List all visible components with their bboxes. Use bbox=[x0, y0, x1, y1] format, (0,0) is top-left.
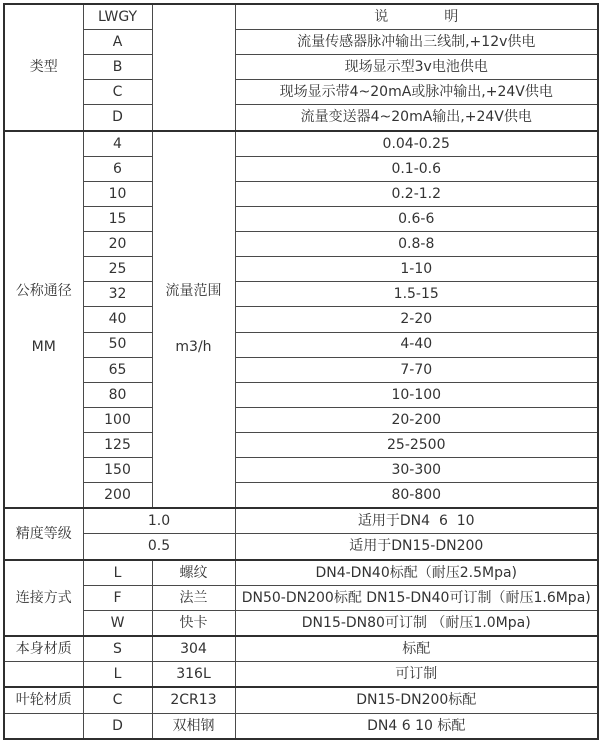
flow-range-cell: 1.5-15 bbox=[235, 282, 598, 307]
accuracy-grade-cell: 0.5 bbox=[83, 534, 235, 560]
description-cell: 流量变送器4~20mA输出,+24V供电 bbox=[235, 105, 598, 131]
dn-value-cell: 40 bbox=[83, 307, 152, 332]
material-name-cell: 304 bbox=[152, 636, 235, 662]
connection-code-cell: W bbox=[83, 610, 152, 636]
accuracy-grade-cell: 1.0 bbox=[83, 508, 235, 534]
table-row bbox=[4, 30, 598, 55]
flow-range-cell: 20-200 bbox=[235, 407, 598, 432]
table-row bbox=[4, 55, 598, 80]
table-row bbox=[4, 483, 598, 509]
table-row bbox=[4, 687, 598, 713]
row-group-header-type: 类型 bbox=[4, 4, 83, 131]
empty-cell bbox=[4, 662, 83, 688]
connection-name-cell: 螺纹 bbox=[152, 560, 235, 586]
connection-name-cell: 快卡 bbox=[152, 610, 235, 636]
dn-value-cell: 125 bbox=[83, 432, 152, 457]
connection-code-cell: F bbox=[83, 585, 152, 610]
description-cell: 现场显示带4~20mA或脉冲输出,+24V供电 bbox=[235, 80, 598, 105]
header-line: 公称通径 bbox=[15, 282, 72, 299]
description-cell: 流量传感器脉冲输出三线制,+12v供电 bbox=[235, 30, 598, 55]
dn-value-cell: 20 bbox=[83, 232, 152, 257]
table-row bbox=[4, 407, 598, 432]
table-row bbox=[4, 662, 598, 688]
material-name-cell: 双相钢 bbox=[152, 713, 235, 739]
header-line: m3/h bbox=[175, 338, 212, 355]
dn-value-cell: 10 bbox=[83, 181, 152, 206]
description-cell: 标配 bbox=[235, 636, 598, 662]
table-row bbox=[4, 534, 598, 560]
dn-value-cell: 150 bbox=[83, 457, 152, 482]
description-header-cell: 说 明 bbox=[235, 4, 598, 30]
row-group-header-impeller-material: 叶轮材质 bbox=[4, 687, 83, 713]
table-row bbox=[4, 585, 598, 610]
table-row bbox=[4, 131, 598, 157]
table-row bbox=[4, 457, 598, 482]
dn-value-cell: 80 bbox=[83, 382, 152, 407]
dn-value-cell: 15 bbox=[83, 207, 152, 232]
flow-range-cell: 4-40 bbox=[235, 332, 598, 357]
flow-range-cell: 2-20 bbox=[235, 307, 598, 332]
table-row bbox=[4, 610, 598, 636]
flow-range-cell: 1-10 bbox=[235, 257, 598, 282]
table-row bbox=[4, 282, 598, 307]
flow-range-cell: 0.6-6 bbox=[235, 207, 598, 232]
model-code-cell: LWGY bbox=[83, 4, 152, 30]
dn-value-cell: 65 bbox=[83, 357, 152, 382]
table-row bbox=[4, 156, 598, 181]
table-row bbox=[4, 4, 598, 30]
flow-range-cell: 0.1-0.6 bbox=[235, 156, 598, 181]
description-cell: 现场显示型3v电池供电 bbox=[235, 55, 598, 80]
row-group-header-diameter bbox=[4, 131, 83, 509]
table-row bbox=[4, 181, 598, 206]
table-row bbox=[4, 382, 598, 407]
flowmeter-spec-table bbox=[3, 3, 599, 740]
connection-code-cell: L bbox=[83, 560, 152, 586]
material-code-cell: D bbox=[83, 713, 152, 739]
description-cell: 适用于DN4 6 10 bbox=[235, 508, 598, 534]
table-row bbox=[4, 508, 598, 534]
table-row bbox=[4, 560, 598, 586]
header-line: MM bbox=[31, 338, 56, 355]
material-code-cell: C bbox=[83, 687, 152, 713]
table-row bbox=[4, 232, 598, 257]
model-code-cell: A bbox=[83, 30, 152, 55]
flow-range-cell: 30-300 bbox=[235, 457, 598, 482]
connection-name-cell: 法兰 bbox=[152, 585, 235, 610]
table-row bbox=[4, 636, 598, 662]
flow-range-cell: 10-100 bbox=[235, 382, 598, 407]
description-cell: DN15-DN80可订制 （耐压1.0Mpa) bbox=[235, 610, 598, 636]
dn-value-cell: 100 bbox=[83, 407, 152, 432]
material-name-cell: 316L bbox=[152, 662, 235, 688]
table-row bbox=[4, 80, 598, 105]
material-name-cell: 2CR13 bbox=[152, 687, 235, 713]
dn-value-cell: 32 bbox=[83, 282, 152, 307]
material-code-cell: L bbox=[83, 662, 152, 688]
dn-value-cell: 4 bbox=[83, 131, 152, 157]
flow-range-cell: 7-70 bbox=[235, 357, 598, 382]
empty-cell bbox=[4, 713, 83, 739]
table-row bbox=[4, 105, 598, 131]
dn-value-cell: 6 bbox=[83, 156, 152, 181]
row-group-header-accuracy: 精度等级 bbox=[4, 508, 83, 559]
header-line: 流量范围 bbox=[165, 282, 222, 299]
description-cell: DN4-DN40标配（耐压2.5Mpa) bbox=[235, 560, 598, 586]
flow-range-cell: 0.8-8 bbox=[235, 232, 598, 257]
flow-range-cell: 0.04-0.25 bbox=[235, 131, 598, 157]
row-group-header-connection: 连接方式 bbox=[4, 560, 83, 636]
flow-range-cell: 80-800 bbox=[235, 483, 598, 509]
table-row bbox=[4, 207, 598, 232]
description-cell: 适用于DN15-DN200 bbox=[235, 534, 598, 560]
model-code-cell: B bbox=[83, 55, 152, 80]
dn-value-cell: 50 bbox=[83, 332, 152, 357]
table-row bbox=[4, 357, 598, 382]
model-code-cell: D bbox=[83, 105, 152, 131]
dn-value-cell: 200 bbox=[83, 483, 152, 509]
table-row bbox=[4, 257, 598, 282]
table-row bbox=[4, 713, 598, 739]
description-cell: DN50-DN200标配 DN15-DN40可订制（耐压1.6Mpa) bbox=[235, 585, 598, 610]
table-row bbox=[4, 432, 598, 457]
table-row bbox=[4, 332, 598, 357]
table-row bbox=[4, 307, 598, 332]
empty-cell bbox=[152, 4, 235, 131]
flow-range-header-cell bbox=[152, 131, 235, 509]
flow-range-cell: 25-2500 bbox=[235, 432, 598, 457]
description-cell: DN4 6 10 标配 bbox=[235, 713, 598, 739]
description-cell: 可订制 bbox=[235, 662, 598, 688]
material-code-cell: S bbox=[83, 636, 152, 662]
model-code-cell: C bbox=[83, 80, 152, 105]
description-cell: DN15-DN200标配 bbox=[235, 687, 598, 713]
dn-value-cell: 25 bbox=[83, 257, 152, 282]
row-group-header-body-material: 本身材质 bbox=[4, 636, 83, 662]
flow-range-cell: 0.2-1.2 bbox=[235, 181, 598, 206]
